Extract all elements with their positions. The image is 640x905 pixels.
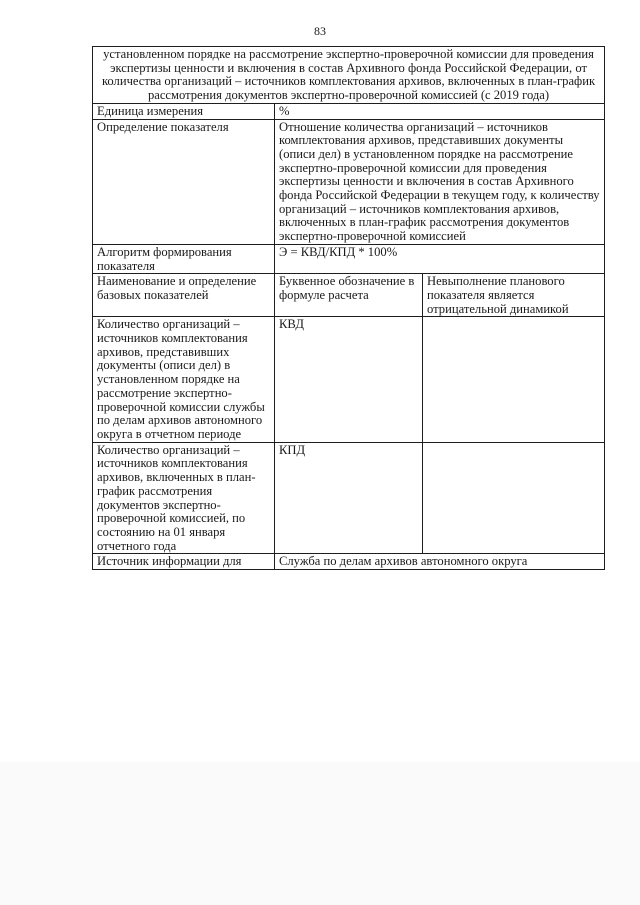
table-row xyxy=(93,442,605,554)
algorithm-label: Алгоритм формирования показателя xyxy=(93,244,275,273)
header-row xyxy=(93,274,605,317)
intro-text: установленном порядке на рассмотрение экспертно-проверочной комиссии для проведения экспертизы ценности и включения в состав Архивного фонда Российской Федерации, от количества организаций – источников комплектования архивов, включенных в план-график рассмотрения документов экспертно-проверочной комиссией (с 2019 года) xyxy=(93,47,605,104)
source-label: Источник информации для xyxy=(93,554,275,570)
algorithm-formula: Э = КВД/КПД * 100% xyxy=(275,244,605,273)
unit-row xyxy=(93,103,605,119)
definition-value: Отношение количества организаций – источников комплектования архивов, представивших документы (описи дел) в установленном порядке на рассмотрение экспертно-проверочной комиссии для проведения экспертизы ценности и включения в состав Архивного фонда Российской Федерации в текущем году, к количеству организаций – источников комплектования архивов, включенных в план-график рассмотрения документов экспертно-проверочной комиссией xyxy=(275,119,605,244)
row-note xyxy=(423,317,605,442)
algorithm-row xyxy=(93,244,605,273)
indicator-table xyxy=(92,46,605,570)
page-number: 83 xyxy=(314,24,326,38)
row-name: Количество организаций – источников комплектования архивов, включенных в план-график рассмотрения документов экспертно-проверочной комиссией, по состоянию на 01 января отчетного года xyxy=(93,442,275,554)
row-name: Количество организаций – источников комплектования архивов, представивших документы (описи дел) в установленном порядке на рассмотрение экспертно-проверочной комиссии службы по делам архивов автономного округа в отчетном периоде xyxy=(93,317,275,442)
row-note xyxy=(423,442,605,554)
definition-row xyxy=(93,119,605,244)
unit-value: % xyxy=(275,103,605,119)
header-symbol: Буквенное обозначение в формуле расчета xyxy=(275,274,423,317)
header-note: Невыполнение планового показателя является отрицательной динамикой xyxy=(423,274,605,317)
source-row xyxy=(93,554,605,570)
row-symbol: КВД xyxy=(275,317,423,442)
source-value: Служба по делам архивов автономного округа xyxy=(275,554,605,570)
table-row xyxy=(93,317,605,442)
definition-label: Определение показателя xyxy=(93,119,275,244)
scan-background xyxy=(0,762,640,905)
intro-row xyxy=(93,47,605,104)
row-symbol: КПД xyxy=(275,442,423,554)
unit-label: Единица измерения xyxy=(93,103,275,119)
header-name: Наименование и определение базовых показателей xyxy=(93,274,275,317)
